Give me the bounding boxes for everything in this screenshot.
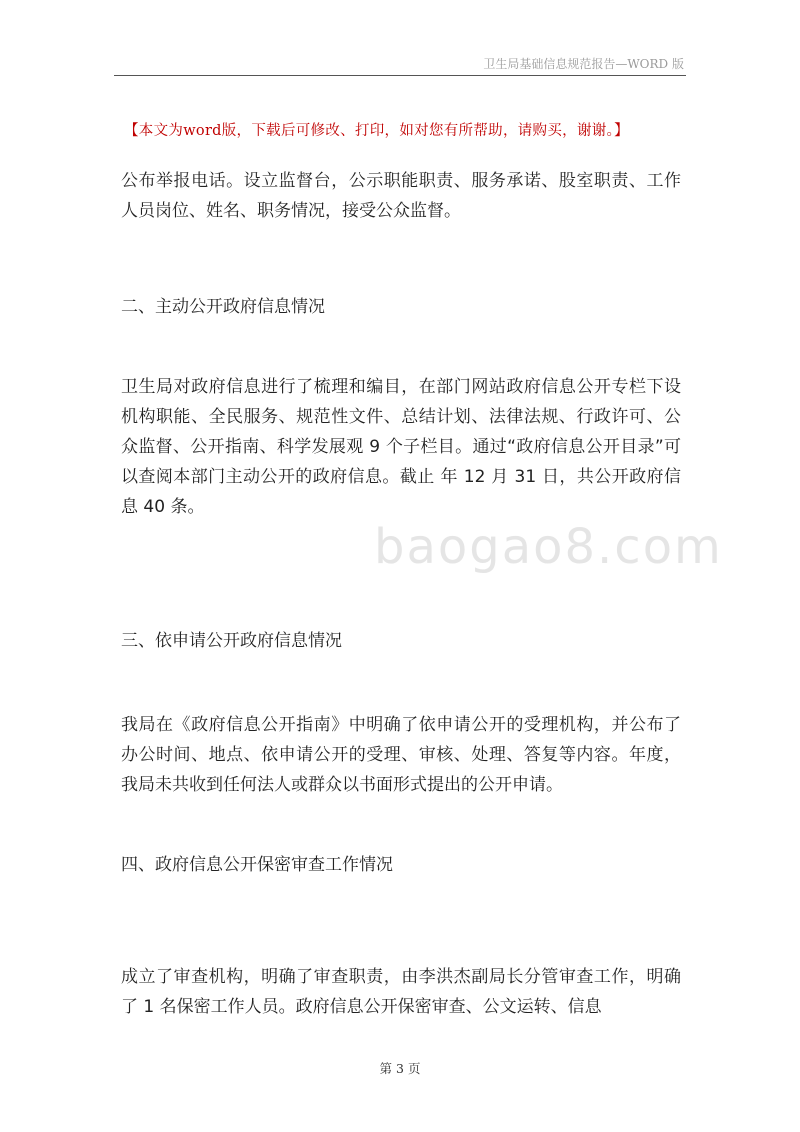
section-heading-4: 四、政府信息公开保密审查工作情况: [121, 855, 393, 875]
header-rule: [114, 75, 686, 76]
page-number: 第 3 页: [379, 1061, 421, 1076]
watermark: baogao8.com: [374, 519, 723, 575]
paragraph-1: 公布举报电话。设立监督台，公示职能职责、服务承诺、股室职责、工作人员岗位、姓名、职务情况，接受公众监督。: [121, 171, 681, 221]
paragraph-3: 我局在《政府信息公开指南》中明确了依申请公开的受理机构，并公布了办公时间、地点、依申请公开的受理、审核、处理、答复等内容。年度，我局未共收到任何法人或群众以书面形式提出的公开申请。: [121, 715, 681, 795]
running-header: 卫生局基础信息规范报告—WORD 版: [483, 57, 684, 71]
section-heading-3: 三、依申请公开政府信息情况: [121, 631, 342, 651]
purchase-notice: 【本文为word版，下载后可修改、打印，如对您有所帮助，请购买，谢谢。】: [124, 123, 629, 139]
section-heading-2: 二、主动公开政府信息情况: [121, 297, 325, 317]
paragraph-2: 卫生局对政府信息进行了梳理和编目，在部门网站政府信息公开专栏下设机构职能、全民服务、规范性文件、总结计划、法律法规、行政许可、公众监督、公开指南、科学发展观 9 个子栏目。通过“政府信息公开目录”可以查阅本部门主动公开的政府信息。截止 年 12 月 31 日，共公开政府信息 40 条。: [121, 377, 681, 517]
paragraph-4: 成立了审查机构，明确了审查职责，由李洪杰副局长分管审查工作，明确了 1 名保密工作人员。政府信息公开保密审查、公文运转、信息: [121, 967, 681, 1017]
